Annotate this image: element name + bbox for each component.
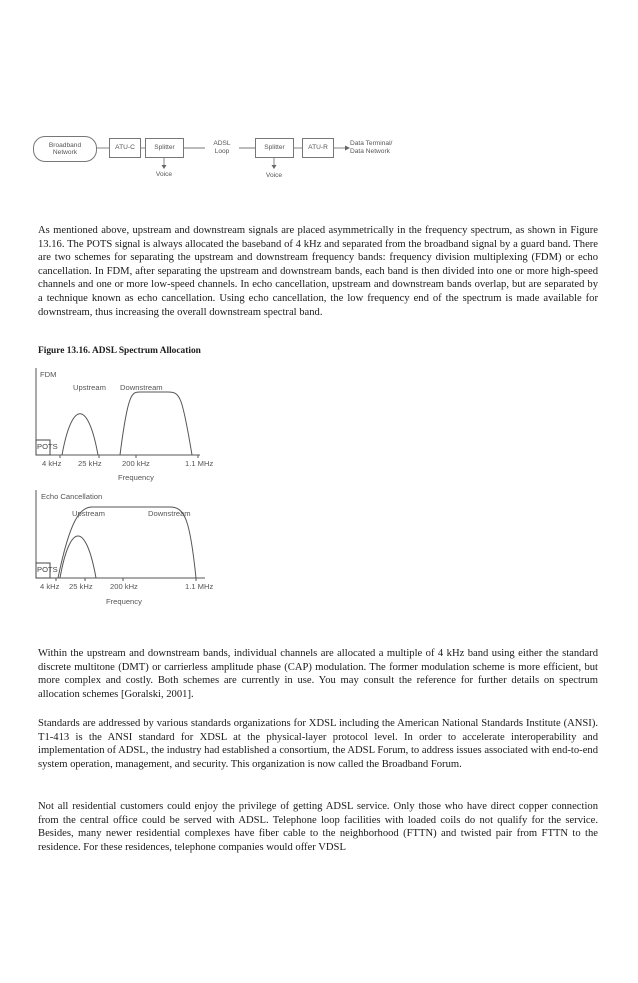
fdm-xlabel: Frequency [118,473,154,482]
echo-tick-4khz: 4 kHz [40,582,60,591]
fdm-downstream-label: Downstream [120,383,163,392]
paragraph-spectrum-intro: As mentioned above, upstream and downstream signals are placed asymmetrically in the frequency spectrum, as shown in Figure 13.16. The POTS signal is always allocated the baseband of 4 kHz and separated from the broadband signal by a guard band. There are two schemes for separating the upstream and downstream frequency bands: frequency division multiplexing (FDM) or echo cancellation. In FDM, after separating the upstream and downstream bands, each band is then divided into one or more high-speed channels and one or more low-speed channels. In echo cancellation, upstream and downstream bands overlap, but are separated by a technique known as echo cancellation. Using echo cancellation, the low frequency end of the spectrum is made available for downstream, thus increasing the overall downstream spectral band. [38,225,598,318]
fdm-tick-1-1mhz: 1.1 MHz [185,459,214,468]
atu-c-box: ATU-C [109,138,141,158]
atu-r-box: ATU-R [302,138,334,158]
voice-right-label: Voice [265,172,283,179]
fdm-tick-200khz: 200 kHz [122,459,150,468]
adsl-loop-label: ADSL Loop [205,140,239,155]
figure-caption: Figure 13.16. ADSL Spectrum Allocation [38,346,201,356]
echo-tick-200khz: 200 kHz [110,582,138,591]
fdm-tick-25khz: 25 kHz [78,459,102,468]
fdm-upstream-label: Upstream [73,383,106,392]
fdm-tick-4khz: 4 kHz [42,459,62,468]
data-terminal-label: Data Terminal/ Data Network [350,140,393,155]
voice-left-label: Voice [155,171,173,178]
paragraph-residential-customers: Not all residential customers could enjoy the privilege of getting ADSL service. Only those who have direct copper connection from the central office could be served with ADSL. Telephone loop facilities with loaded coils do not qualify for the service. Besides, many newer residential complexes have fiber cable to the neighborhood (FTTN) and twisted pair from FTTN to the residence. For these residences, telephone companies would offer VDSL [38,801,598,853]
paragraph-standards: Standards are addressed by various standards organizations for XDSL including the American National Standards Institute (ANSI). T1-413 is the ANSI standard for XDSL at the physical-layer protocol level. In order to accelerate interoperability and implementation of ADSL, the industry had established a consortium, the ADSL Forum, to address issues associated with end-to-end system operation, management, and security. This organization is now called the Broadband Forum. [38,718,598,770]
echo-pots-label: POTS [37,565,58,574]
echo-upstream-band [60,536,96,578]
echo-tick-25khz: 25 kHz [69,582,93,591]
echo-downstream-label: Downstream [148,509,191,518]
paragraph-channel-allocation: Within the upstream and downstream bands, individual channels are allocated a multiple of 4 kHz band using either the standard discrete multitone (DMT) or carrierless amplitude phase (CAP) modulation. The former modulation scheme is more efficient, but more complex and costly. Both schemes are currently in use. You may consult the reference for further details on spectrum allocation schemes [Goralski, 2001]. [38,648,598,700]
splitter-right-box: Splitter [255,138,294,158]
fdm-pots-label: POTS [37,442,58,451]
echo-tick-1-1mhz: 1.1 MHz [185,582,214,591]
fdm-title: FDM [40,370,57,379]
broadband-network-node: Broadband Network [33,136,97,162]
splitter-left-box: Splitter [145,138,184,158]
echo-title: Echo Cancellation [41,492,103,501]
echo-xlabel: Frequency [106,597,142,606]
echo-upstream-label: Upstream [72,509,105,518]
